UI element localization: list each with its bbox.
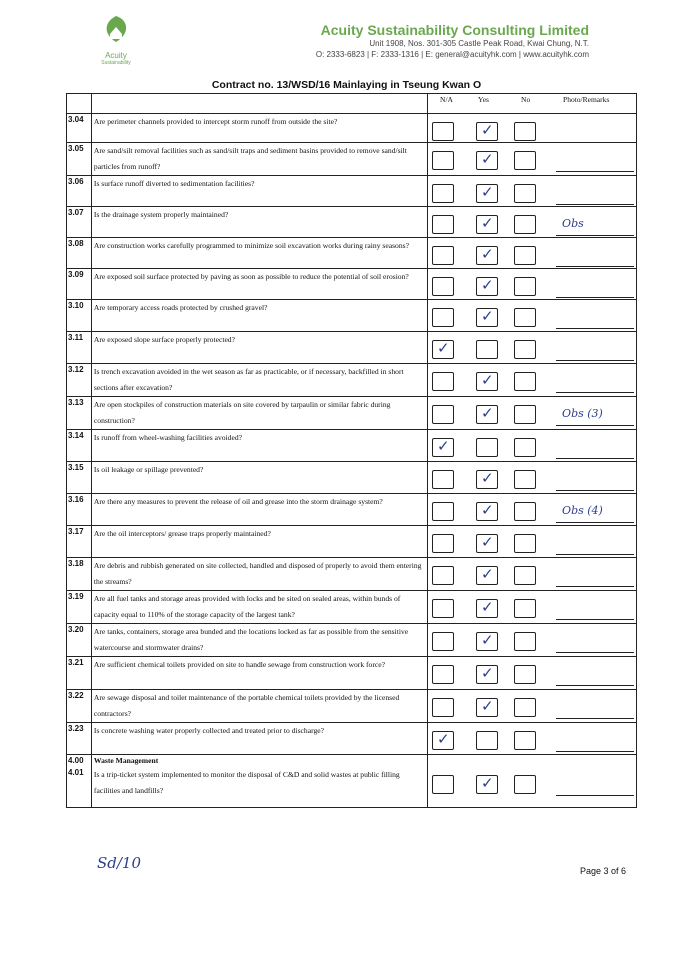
column-yes: Yes <box>478 95 489 104</box>
column-remarks: Photo/Remarks <box>563 95 610 104</box>
row-number: 3.21 <box>67 657 92 690</box>
table-row <box>67 591 637 624</box>
row-question: Is runoff from wheel-washing facilities avoided? <box>91 430 427 462</box>
tick-mark-icon: ✓ <box>437 730 450 748</box>
checkbox-yes[interactable] <box>476 246 498 265</box>
checkbox-no[interactable] <box>514 151 536 170</box>
company-header <box>316 22 589 60</box>
remark-line <box>556 685 634 686</box>
checkbox-na[interactable] <box>432 372 454 391</box>
row-number: 3.04 <box>67 114 92 143</box>
row-remark: Obs <box>562 217 584 230</box>
table-row <box>67 364 637 397</box>
table-row <box>67 624 637 657</box>
checkbox-yes[interactable] <box>476 731 498 750</box>
remark-line <box>556 458 634 459</box>
tick-mark-icon: ✓ <box>481 150 494 168</box>
checkbox-yes[interactable] <box>476 215 498 234</box>
row-question: Are tanks, containers, storage area bunded and the locations locked as far as possible from the sensitive watercourse and stormwater drains? <box>91 624 427 657</box>
row-number: 3.08 <box>67 238 92 269</box>
checkbox-na[interactable] <box>432 151 454 170</box>
tick-mark-icon: ✓ <box>481 774 494 792</box>
leaf-house-icon <box>99 14 133 44</box>
remark-line <box>556 586 634 587</box>
checkbox-na[interactable] <box>432 632 454 651</box>
checkbox-yes[interactable] <box>476 340 498 359</box>
company-contact: O: 2333-6823 | F: 2333-1316 | E: general@acuityhk.com | www.acuityhk.com <box>315 50 589 59</box>
row-remark: Obs (3) <box>562 407 603 420</box>
checkbox-na[interactable] <box>432 665 454 684</box>
tick-mark-icon: ✓ <box>481 121 494 139</box>
company-logo <box>94 14 138 66</box>
checkbox-na[interactable] <box>432 698 454 717</box>
row-number: 3.14 <box>67 430 92 462</box>
remark-line <box>556 297 634 298</box>
checkbox-yes[interactable] <box>476 277 498 296</box>
checkbox-yes[interactable] <box>476 534 498 553</box>
remark-line <box>556 619 634 620</box>
row-number: 3.16 <box>67 494 92 526</box>
tick-mark-icon: ✓ <box>437 339 450 357</box>
remark-line <box>556 718 634 719</box>
row-question: Are exposed slope surface properly protected? <box>91 332 427 364</box>
tick-mark-icon: ✓ <box>481 276 494 294</box>
row-question: Is concrete washing water properly collected and treated prior to discharge? <box>91 723 427 755</box>
table-header-row <box>67 94 637 114</box>
checkbox-yes[interactable] <box>476 775 498 794</box>
checkbox-na[interactable] <box>432 502 454 521</box>
row-number: 3.12 <box>67 364 92 397</box>
remark-line <box>556 554 634 555</box>
checkbox-na[interactable] <box>432 599 454 618</box>
checkbox-yes[interactable] <box>476 599 498 618</box>
checkbox-no[interactable] <box>514 277 536 296</box>
checkbox-no[interactable] <box>514 372 536 391</box>
checkbox-no[interactable] <box>514 731 536 750</box>
row-number: 3.06 <box>67 176 92 207</box>
checkbox-na[interactable] <box>432 534 454 553</box>
table-row <box>67 332 637 364</box>
column-no: No <box>521 95 531 104</box>
row-number: 3.05 <box>67 143 92 176</box>
checkbox-yes[interactable] <box>476 665 498 684</box>
remark-line <box>556 425 634 426</box>
tick-mark-icon: ✓ <box>481 404 494 422</box>
checkbox-yes[interactable] <box>476 632 498 651</box>
page-number: Page 3 of 6 <box>580 866 627 876</box>
checkbox-yes[interactable] <box>476 405 498 424</box>
section-number: 4.00 <box>67 755 92 768</box>
row-number: 3.22 <box>67 690 92 723</box>
tick-mark-icon: ✓ <box>481 245 494 263</box>
table-row <box>67 767 637 808</box>
checkbox-na[interactable] <box>432 215 454 234</box>
tick-mark-icon: ✓ <box>481 214 494 232</box>
row-question: Are the oil interceptors/ grease traps properly maintained? <box>91 526 427 558</box>
table-row <box>67 657 637 690</box>
remark-line <box>556 522 634 523</box>
row-number: 3.19 <box>67 591 92 624</box>
checkbox-na[interactable] <box>432 277 454 296</box>
checkbox-na[interactable] <box>432 405 454 424</box>
checkbox-no[interactable] <box>514 632 536 651</box>
table-row <box>67 269 637 300</box>
checkbox-yes[interactable] <box>476 308 498 327</box>
checkbox-no[interactable] <box>514 246 536 265</box>
row-number: 3.07 <box>67 207 92 238</box>
tick-mark-icon: ✓ <box>481 565 494 583</box>
row-question: Are open stockpiles of construction materials on site covered by tarpaulin or similar fabric during construction? <box>91 397 427 430</box>
checkbox-yes[interactable] <box>476 698 498 717</box>
remark-line <box>556 171 634 172</box>
tick-mark-icon: ✓ <box>481 183 494 201</box>
column-na: N/A <box>440 95 453 104</box>
checkbox-yes[interactable] <box>476 122 498 141</box>
checkbox-na[interactable] <box>432 184 454 203</box>
checkbox-na[interactable] <box>432 775 454 794</box>
row-number: 3.15 <box>67 462 92 494</box>
row-question: Are perimeter channels provided to intercept storm runoff from outside the site? <box>91 114 427 143</box>
table-row <box>67 462 637 494</box>
remark-line <box>556 360 634 361</box>
checkbox-yes[interactable] <box>476 438 498 457</box>
row-question: Are construction works carefully programmed to minimize soil excavation works during rainy seasons? <box>91 238 427 269</box>
row-number: 3.13 <box>67 397 92 430</box>
checkbox-no[interactable] <box>514 470 536 489</box>
row-number: 3.20 <box>67 624 92 657</box>
table-row <box>67 300 637 332</box>
remark-line <box>556 235 634 236</box>
checkbox-na[interactable] <box>432 308 454 327</box>
table-row <box>67 723 637 755</box>
table-row <box>67 526 637 558</box>
checkbox-no[interactable] <box>514 308 536 327</box>
contract-title: Contract no. 13/WSD/16 Mainlaying in Tseung Kwan O <box>211 79 482 91</box>
checkbox-no[interactable] <box>514 122 536 141</box>
tick-mark-icon: ✓ <box>481 697 494 715</box>
checkbox-no[interactable] <box>514 698 536 717</box>
remark-line <box>556 751 634 752</box>
checkbox-no[interactable] <box>514 599 536 618</box>
checkbox-no[interactable] <box>514 438 536 457</box>
tick-mark-icon: ✓ <box>481 631 494 649</box>
tick-mark-icon: ✓ <box>481 501 494 519</box>
checkbox-yes[interactable] <box>476 502 498 521</box>
checkbox-na[interactable] <box>432 470 454 489</box>
table-row <box>67 238 637 269</box>
checkbox-no[interactable] <box>514 215 536 234</box>
checkbox-yes[interactable] <box>476 566 498 585</box>
checkbox-yes[interactable] <box>476 151 498 170</box>
logo-subtitle: Sustainability <box>101 60 131 66</box>
tick-mark-icon: ✓ <box>481 598 494 616</box>
checkbox-na[interactable] <box>432 438 454 457</box>
row-number: 3.09 <box>67 269 92 300</box>
row-question: Are there any measures to prevent the release of oil and grease into the storm drainage system? <box>91 494 427 526</box>
checkbox-na[interactable] <box>432 340 454 359</box>
checkbox-no[interactable] <box>514 566 536 585</box>
tick-mark-icon: ✓ <box>481 664 494 682</box>
remark-line <box>556 652 634 653</box>
checkbox-yes[interactable] <box>476 372 498 391</box>
table-row <box>67 143 637 176</box>
logo-name: Acuity <box>105 51 127 60</box>
row-number: 4.01 <box>67 767 92 808</box>
remark-line <box>556 795 634 796</box>
checkbox-no[interactable] <box>514 405 536 424</box>
checkbox-yes[interactable] <box>476 184 498 203</box>
row-remark: Obs (4) <box>562 504 603 517</box>
row-question: Is trench excavation avoided in the wet season as far as practicable, or if necessary, backfilled in short sections after excavation? <box>91 364 427 397</box>
remark-line <box>556 392 634 393</box>
section-header-row <box>67 755 637 768</box>
table-row <box>67 494 637 526</box>
table-row <box>67 207 637 238</box>
remark-line <box>556 328 634 329</box>
checkbox-na[interactable] <box>432 246 454 265</box>
checkbox-na[interactable] <box>432 731 454 750</box>
checkbox-no[interactable] <box>514 340 536 359</box>
tick-mark-icon: ✓ <box>481 533 494 551</box>
company-name: Acuity Sustainability Consulting Limited <box>320 22 589 38</box>
row-number: 3.17 <box>67 526 92 558</box>
section-title: Waste Management <box>91 755 427 768</box>
table-row <box>67 690 637 723</box>
company-address: Unit 1908, Nos. 301-305 Castle Peak Road, Kwai Chung, N.T. <box>369 39 589 48</box>
tick-mark-icon: ✓ <box>481 307 494 325</box>
row-question: Are temporary access roads protected by crushed gravel? <box>91 300 427 332</box>
row-question: Are sand/silt removal facilities such as sand/silt traps and sediment basins provided to remove sand/silt particles from runoff? <box>91 143 427 176</box>
remark-line <box>556 204 634 205</box>
remark-line <box>556 266 634 267</box>
checkbox-na[interactable] <box>432 566 454 585</box>
tick-mark-icon: ✓ <box>437 437 450 455</box>
row-question: Are all fuel tanks and storage areas provided with locks and be sited on sealed areas, within bunds of capacity equal to 110% of the storage capacity of the largest tank? <box>91 591 427 624</box>
table-row <box>67 114 637 143</box>
row-question: Are exposed soil surface protected by paving as soon as possible to reduce the potential of soil erosion? <box>91 269 427 300</box>
row-number: 3.11 <box>67 332 92 364</box>
row-number: 3.23 <box>67 723 92 755</box>
remark-line <box>556 490 634 491</box>
checkbox-no[interactable] <box>514 665 536 684</box>
row-number: 3.10 <box>67 300 92 332</box>
tick-mark-icon: ✓ <box>481 469 494 487</box>
checkbox-no[interactable] <box>514 775 536 794</box>
checkbox-no[interactable] <box>514 184 536 203</box>
table-row <box>67 558 637 591</box>
table-row <box>67 430 637 462</box>
row-question: Is a trip-ticket system implemented to monitor the disposal of C&D and solid wastes at public filling facilities and landfills? <box>91 767 427 808</box>
table-row <box>67 176 637 207</box>
checklist-table <box>66 93 637 808</box>
checkbox-yes[interactable] <box>476 470 498 489</box>
row-question: Are sufficient chemical toilets provided on site to handle sewage from construction work force? <box>91 657 427 690</box>
tick-mark-icon: ✓ <box>481 371 494 389</box>
handwritten-signature: Sd/10 <box>97 854 142 872</box>
table-row <box>67 397 637 430</box>
checkbox-no[interactable] <box>514 502 536 521</box>
row-question: Are sewage disposal and toilet maintenance of the portable chemical toilets provided by the licensed contractors? <box>91 690 427 723</box>
row-question: Is surface runoff diverted to sedimentation facilities? <box>91 176 427 207</box>
row-question: Is oil leakage or spillage prevented? <box>91 462 427 494</box>
row-question: Are debris and rubbish generated on site collected, handled and disposed of properly to avoid them entering the streams? <box>91 558 427 591</box>
checkbox-no[interactable] <box>514 534 536 553</box>
row-number: 3.18 <box>67 558 92 591</box>
checkbox-na[interactable] <box>432 122 454 141</box>
row-question: Is the drainage system properly maintained? <box>91 207 427 238</box>
